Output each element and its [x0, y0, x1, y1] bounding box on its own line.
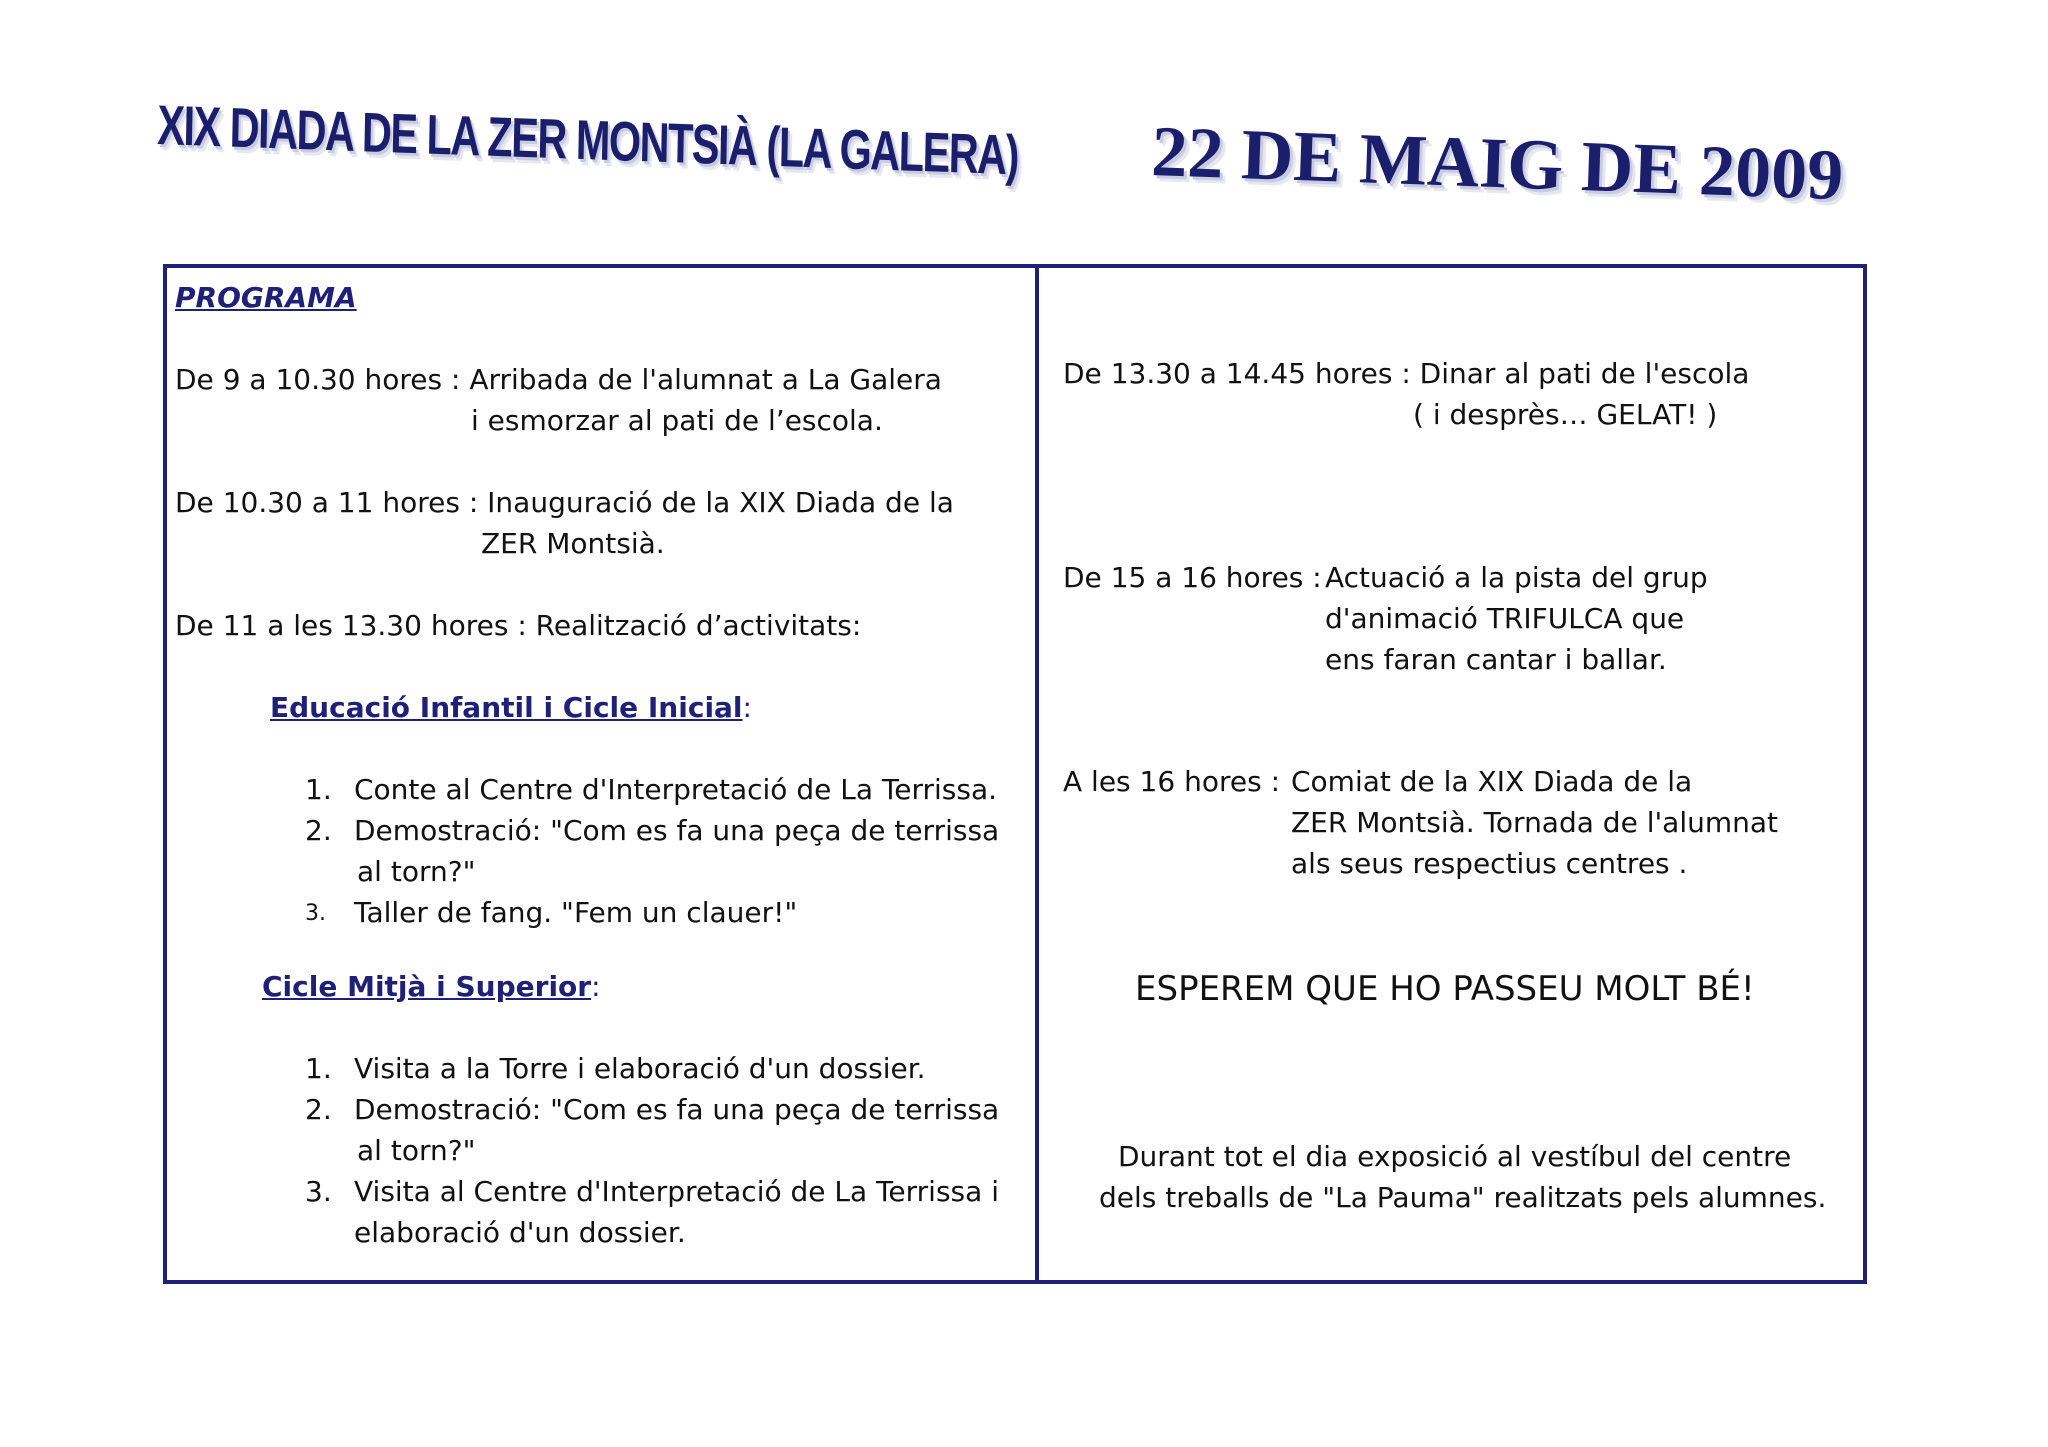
exhibition-note-line2: dels treballs de "La Pauma" realitzats pels alumnes. — [1099, 1181, 1827, 1214]
list-item-continuation: al torn?" — [357, 855, 476, 888]
list-item: Visita al Centre d'Interpretació de La Terrissa i — [354, 1175, 999, 1208]
list-number: 3. — [305, 901, 326, 926]
exhibition-note-line1: Durant tot el dia exposició al vestíbul del centre — [1118, 1140, 1792, 1173]
program-heading: PROGRAMA — [175, 281, 357, 314]
schedule-farewell-time: A les 16 hores : — [1063, 765, 1280, 798]
schedule-opening-line1: De 10.30 a 11 hores : Inauguració de la XIX Diada de la — [175, 486, 954, 519]
schedule-show-line2: d'animació TRIFULCA que — [1325, 602, 1685, 635]
schedule-show-time: De 15 a 16 hores : — [1063, 561, 1322, 594]
list-number: 1. — [305, 773, 332, 806]
group-infantil-label: Educació Infantil i Cicle Inicial — [270, 691, 743, 724]
list-item: Taller de fang. "Fem un clauer!" — [354, 896, 798, 929]
group-infantil-colon: : — [742, 691, 752, 724]
schedule-lunch-line1: De 13.30 a 14.45 hores : Dinar al pati de l'escola — [1063, 357, 1750, 390]
schedule-opening-line2: ZER Montsià. — [481, 527, 665, 560]
list-item-continuation: elaboració d'un dossier. — [354, 1216, 686, 1249]
schedule-show-line1: Actuació a la pista del grup — [1325, 561, 1708, 594]
list-item: Demostració: "Com es fa una peça de terrissa — [354, 814, 1000, 847]
schedule-farewell-line1: Comiat de la XIX Diada de la — [1291, 765, 1693, 798]
schedule-lunch-line2: ( i desprès… GELAT! ) — [1413, 398, 1718, 431]
group-mitja-colon: : — [591, 970, 601, 1003]
event-title: XIX DIADA DE LA ZER MONTSIÀ (LA GALERA) — [156, 92, 1019, 187]
closing-wish: ESPEREM QUE HO PASSEU MOLT BÉ! — [1135, 969, 1755, 1009]
list-number: 2. — [305, 814, 332, 847]
list-item: Conte al Centre d'Interpretació de La Terrissa. — [354, 773, 998, 806]
schedule-activities: De 11 a les 13.30 hores : Realització d’activitats: — [175, 609, 862, 642]
list-item-continuation: al torn?" — [357, 1134, 476, 1167]
event-date: 22 DE MAIG DE 2009 — [1150, 110, 1845, 216]
group-mitja-title — [262, 970, 601, 1003]
schedule-farewell-line2: ZER Montsià. Tornada de l'alumnat — [1291, 806, 1779, 839]
schedule-arrival-line1: De 9 a 10.30 hores : Arribada de l'alumnat a La Galera — [175, 363, 942, 396]
list-number: 3. — [305, 1175, 332, 1208]
group-mitja-label: Cicle Mitjà i Superior — [262, 970, 592, 1003]
list-number: 1. — [305, 1052, 332, 1085]
group-infantil-title — [270, 691, 752, 724]
schedule-arrival-line2: i esmorzar al pati de l’escola. — [471, 404, 883, 437]
schedule-farewell-line3: als seus respectius centres . — [1291, 847, 1688, 880]
list-item: Demostració: "Com es fa una peça de terrissa — [354, 1093, 1000, 1126]
list-item: Visita a la Torre i elaboració d'un dossier. — [354, 1052, 926, 1085]
column-divider — [1035, 264, 1039, 1284]
list-number: 2. — [305, 1093, 332, 1126]
schedule-show-line3: ens faran cantar i ballar. — [1325, 643, 1667, 676]
